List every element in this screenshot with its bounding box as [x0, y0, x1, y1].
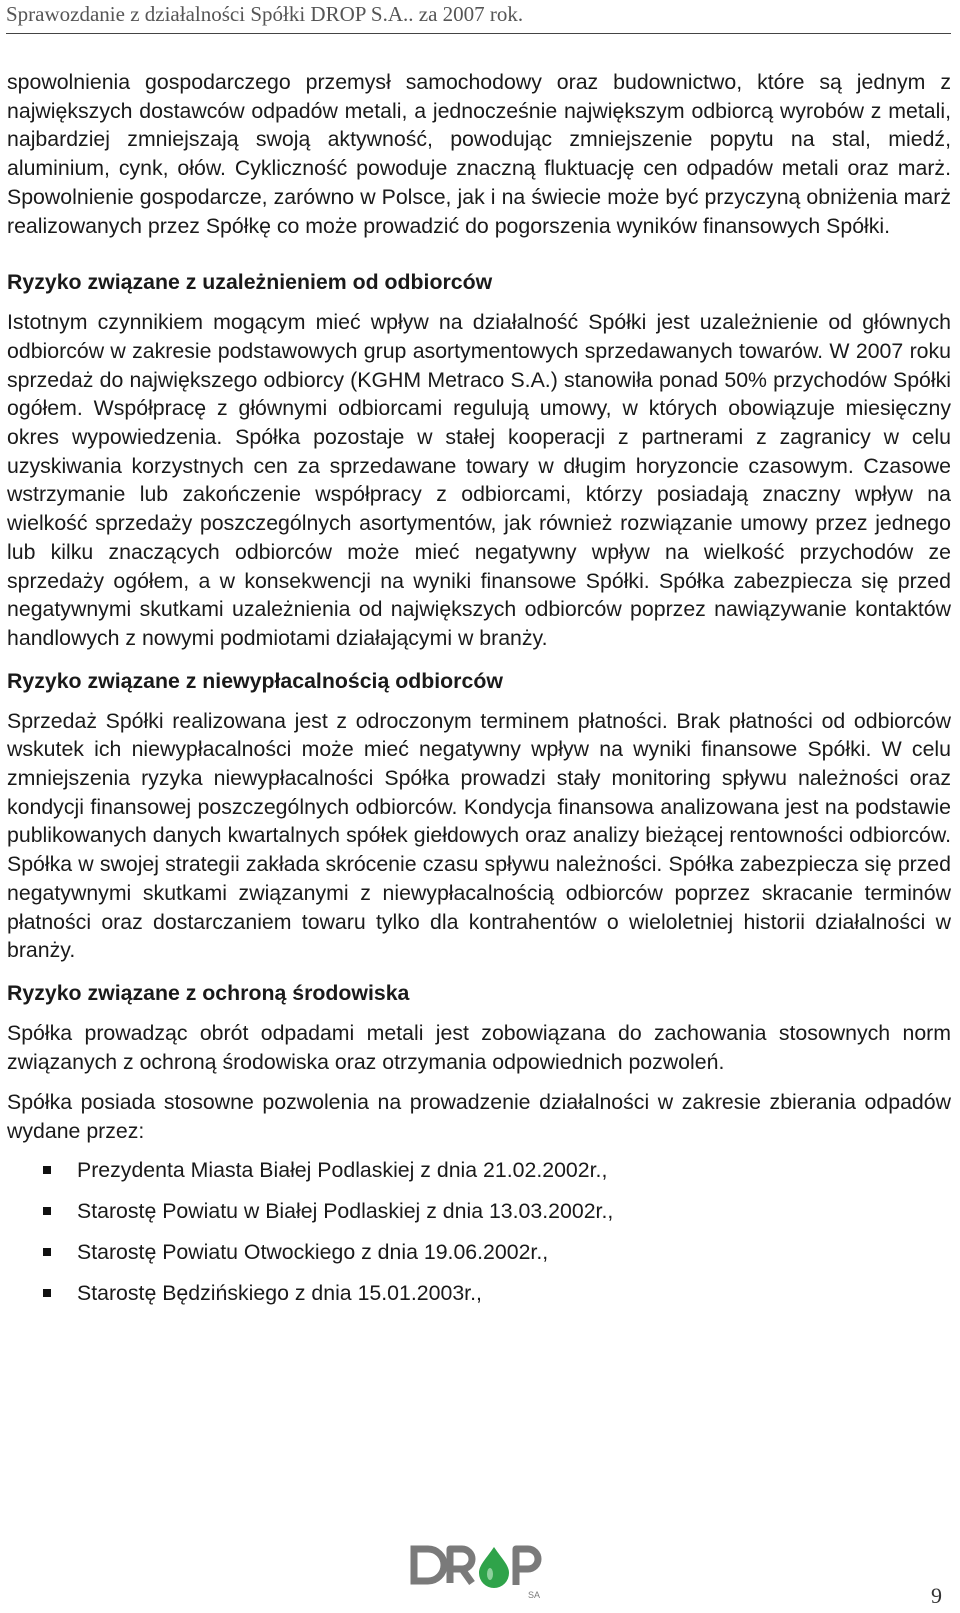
list-item: Prezydenta Miasta Białej Podlaskiej z dnia 21.02.2002r., — [7, 1156, 951, 1184]
svg-text:SA: SA — [528, 1590, 541, 1600]
paragraph-customer-insolvency: Sprzedaż Spółki realizowana jest z odroczonym terminem płatności. Brak płatności od odbiorców wskutek ich niewypłacalności może mieć negatywny wpływ na wyniki finansowe Spółki. W celu zmniejszenia ryzyka niewypłacalności Spółka prowadzi stały monitoring spływu należności oraz kondycji finansowej poszczególnych odbiorców. Kondycja finansowa analizowana jest na podstawie publikowanych danych kwartalnych spółek giełdowych oraz analizy bieżącej rentowności odbiorców. Spółka w swojej strategii zakłada skrócenie czasu spływu należności. Spółka zabezpiecza się przed negatywnymi skutkami związanymi z niewypłacalnością odbiorców poprzez skracanie terminów płatności oraz dostarczaniem towaru tylko dla kontrahentów o wieloletniej historii działalności w branży. — [7, 708, 951, 963]
paragraph-customer-dependence: Istotnym czynnikiem mogącym mieć wpływ na działalność Spółki jest uzależnienie od głównych odbiorców w zakresie podstawowych grup asortymentowych sprzedawanych towarów. W 2007 roku sprzedaż do największego odbiorcy (KGHM Metraco S.A.) stanowiła ponad 50% przychodów Spółki ogółem. Współpracę z głównymi odbiorcami regulują umowy, w których obowiązuje miesięczny okres wypowiedzenia. Spółka pozostaje w stałej kooperacji z partnerami z zagranicy w celu uzyskiwania korzystnych cen za sprzedawane towary w długim horyzoncie czasowym. Czasowe wstrzymanie lub zakończenie współpracy z odbiorcami, którzy posiadają znaczny wpływ na wielkość sprzedaży poszczególnych asortymentów, jak również rozwiązanie umowy przez jednego lub kilku znaczących odbiorców może mieć negatywny wpływ na wielkość przychodów ze sprzedaży ogółem, a w konsekwencji na wyniki finansowe Spółki. Spółka zabezpiecza się przed negatywnymi skutkami uzależnienia od największych odbiorców poprzez nawiązywanie kontaktów handlowych z nowymi podmiotami działającymi w branży. — [7, 310, 951, 650]
header-divider — [6, 33, 951, 34]
document-title: Sprawozdanie z działalności Spółki DROP S.A.. za 2007 rok. — [6, 2, 524, 26]
square-bullet-icon — [43, 1248, 51, 1256]
page-header — [6, 2, 951, 34]
list-item: Starostę Będzińskiego z dnia 15.01.2003r., — [7, 1279, 951, 1307]
heading-environment: Ryzyko związane z ochroną środowiska — [7, 980, 410, 1005]
page-number: 9 — [931, 1583, 942, 1608]
list-item: Starostę Powiatu w Białej Podlaskiej z dnia 13.03.2002r., — [7, 1197, 951, 1225]
square-bullet-icon — [43, 1166, 51, 1174]
permits-list — [7, 1156, 951, 1307]
drop-logo — [410, 1543, 550, 1601]
paragraph-economic-slowdown: spowolnienia gospodarczego przemysł samochodowy oraz budownictwo, które są jednym z największych dostawców odpadów metali, a jednocześnie największym odbiorcą wyrobów z metali, najbardziej zmniejszają swoją aktywność, powodując zmniejszenie popytu na stal, miedź, aluminium, cynk, ołów. Cykliczność powoduje znaczną fluktuację cen odpadów metali oraz marż. Spowolnienie gospodarcze, zarówno w Polsce, jak i na świecie może być przyczyną obniżenia marż realizowanych przez Spółkę co może prowadzić do pogorszenia wyników finansowych Spółki. — [7, 70, 951, 238]
paragraph-permits-intro: Spółka posiada stosowne pozwolenia na prowadzenie działalności w zakresie zbierania odpadów wydane przez: — [7, 1090, 951, 1144]
square-bullet-icon — [43, 1289, 51, 1297]
list-item: Starostę Powiatu Otwockiego z dnia 19.06.2002r., — [7, 1238, 951, 1266]
heading-customer-dependence: Ryzyko związane z uzależnieniem od odbiorców — [7, 270, 493, 295]
square-bullet-icon — [43, 1207, 51, 1215]
page-footer — [0, 1535, 960, 1613]
paragraph-environment-norms: Spółka prowadząc obrót odpadami metali jest zobowiązana do zachowania stosownych norm związanych z ochroną środowiska oraz otrzymania odpowiednich pozwoleń. — [7, 1020, 951, 1074]
document-body — [7, 68, 951, 1320]
heading-customer-insolvency: Ryzyko związane z niewypłacalnością odbiorców — [7, 668, 503, 693]
